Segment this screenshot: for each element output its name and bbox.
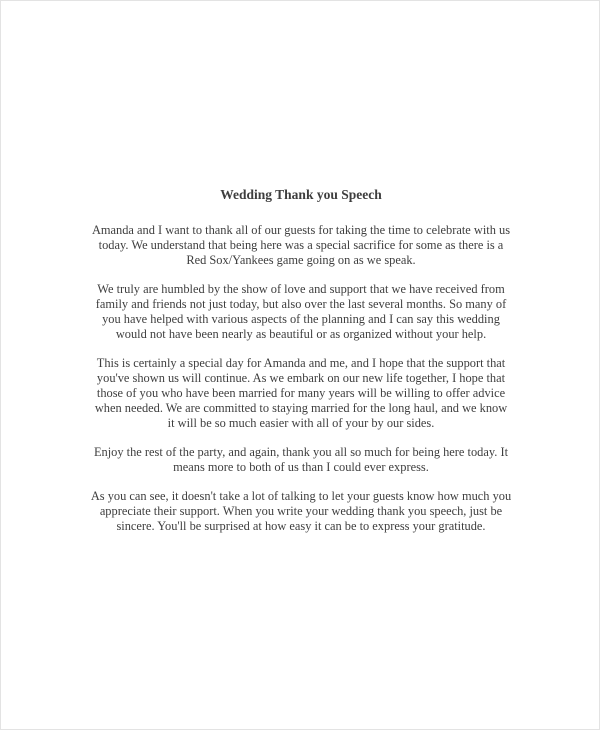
paragraph-2	[71, 282, 531, 342]
paragraph-line: it will be so much easier with all of your by our sides.	[167, 416, 435, 430]
paragraph-line: means more to both of us than I could ever express.	[173, 460, 429, 474]
paragraph-line: appreciate their support. When you write your wedding thank you speech, just be	[99, 504, 503, 518]
paragraph-line: when needed. We are committed to staying married for the long haul, and we know	[94, 401, 508, 415]
paragraph-line: This is certainly a special day for Amanda and me, and I hope that the support that	[96, 356, 506, 370]
paragraph-4	[71, 445, 531, 475]
page-title: Wedding Thank you Speech	[220, 187, 382, 202]
paragraph-line: Enjoy the rest of the party, and again, thank you all so much for being here today. It	[93, 445, 509, 459]
paragraph-line: family and friends not just today, but also over the last several months. So many of	[95, 297, 507, 311]
paragraph-1	[71, 223, 531, 268]
paragraph-line: you have helped with various aspects of the planning and I can say this wedding	[102, 312, 500, 326]
paragraph-line: As you can see, it doesn't take a lot of talking to let your guests know how much you	[90, 489, 512, 503]
paragraph-line: sincere. You'll be surprised at how easy it can be to express your gratitude.	[116, 519, 486, 533]
paragraph-line: those of you who have been married for many years will be willing to offer advice	[96, 386, 506, 400]
paragraph-line: Amanda and I want to thank all of our guests for taking the time to celebrate with us	[91, 223, 511, 237]
paragraph-5	[71, 489, 531, 534]
paragraph-line: would not have been nearly as beautiful or as organized without your help.	[115, 327, 487, 341]
speech-content	[71, 186, 531, 548]
paragraph-line: you've shown us will continue. As we embark on our new life together, I hope that	[96, 371, 506, 385]
paragraph-line: Red Sox/Yankees game going on as we speak.	[186, 253, 416, 267]
paragraph-3	[71, 356, 531, 431]
paragraph-line: today. We understand that being here was a special sacrifice for some as there is a	[98, 238, 504, 252]
paragraph-line: We truly are humbled by the show of love and support that we have received from	[97, 282, 505, 296]
